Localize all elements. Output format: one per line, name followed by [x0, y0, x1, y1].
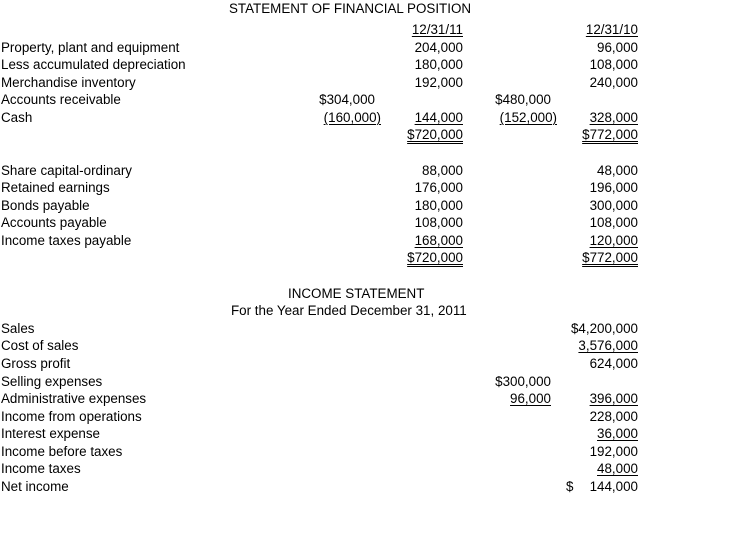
sfp-equity-label: Retained earnings — [1, 180, 110, 195]
sfp-asset-label: Merchandise inventory — [1, 75, 136, 90]
sfp-title: STATEMENT OF FINANCIAL POSITION — [229, 1, 472, 16]
sfp-equity-label: Accounts payable — [1, 215, 107, 230]
sfp-equity-2011: 176,000 — [414, 180, 463, 195]
sfp-equity-total-2010: $772,000 — [582, 250, 638, 265]
sfp-asset-sub-2011: (160,000) — [323, 110, 381, 125]
is-col2-value: 144,000 — [589, 479, 638, 494]
sfp-asset-2011: 144,000 — [414, 110, 463, 125]
sfp-equity-2011: 108,000 — [414, 215, 463, 230]
sfp-asset-label: Accounts receivable — [1, 92, 121, 107]
is-row-label: Net income — [1, 479, 69, 494]
sfp-asset-sub-2010: $480,000 — [495, 92, 551, 107]
is-row-label: Gross profit — [1, 356, 71, 371]
is-col1-value: $300,000 — [495, 374, 551, 389]
sfp-equity-label: Income taxes payable — [1, 233, 132, 248]
sfp-asset-label: Property, plant and equipment — [1, 40, 180, 55]
sfp-equity-2010: 48,000 — [597, 163, 638, 178]
is-subtitle: For the Year Ended December 31, 2011 — [231, 303, 467, 318]
is-col2-value: 396,000 — [589, 391, 638, 406]
sfp-asset-label: Cash — [1, 110, 33, 125]
sfp-equity-2011: 168,000 — [414, 233, 463, 248]
sfp-asset-sub-2011: $304,000 — [319, 92, 375, 107]
sfp-asset-2010: 108,000 — [589, 57, 638, 72]
sfp-asset-2011: 204,000 — [414, 40, 463, 55]
is-title: INCOME STATEMENT — [288, 286, 425, 301]
is-row-label: Interest expense — [1, 426, 101, 441]
sfp-header-2010: 12/31/10 — [585, 22, 638, 37]
is-row-label: Administrative expenses — [1, 391, 147, 406]
is-row-label: Selling expenses — [1, 374, 103, 389]
is-col2-value: 3,576,000 — [578, 338, 638, 353]
sfp-asset-label: Less accumulated depreciation — [1, 57, 186, 72]
is-col2-value: $4,200,000 — [570, 321, 638, 336]
is-col2-value: 192,000 — [589, 444, 638, 459]
is-row-label: Income taxes — [1, 461, 81, 476]
sfp-equity-total-2011: $720,000 — [407, 250, 463, 265]
sfp-asset-total-2011: $720,000 — [407, 127, 463, 142]
is-row-label: Cost of sales — [1, 338, 79, 353]
sfp-header-2011: 12/31/11 — [411, 22, 463, 37]
sfp-asset-total-2010: $772,000 — [582, 127, 638, 142]
is-row-label: Income from operations — [1, 409, 142, 424]
sfp-asset-sub-2010: (152,000) — [499, 110, 557, 125]
is-col1-value: 96,000 — [510, 391, 551, 406]
is-col2-value: 48,000 — [597, 461, 638, 476]
is-col2-value: 228,000 — [589, 409, 638, 424]
sfp-equity-2010: 108,000 — [589, 215, 638, 230]
sfp-asset-2011: 192,000 — [414, 75, 463, 90]
sfp-asset-2010: 240,000 — [589, 75, 638, 90]
is-row-label: Sales — [1, 321, 35, 336]
sfp-equity-2010: 300,000 — [589, 198, 638, 213]
is-col2-value: 624,000 — [589, 356, 638, 371]
sfp-asset-2010: 96,000 — [597, 40, 638, 55]
sfp-equity-2010: 196,000 — [589, 180, 638, 195]
sfp-asset-2010: 328,000 — [589, 110, 638, 125]
sfp-equity-label: Share capital-ordinary — [1, 163, 132, 178]
sfp-asset-2011: 180,000 — [414, 57, 463, 72]
sfp-equity-label: Bonds payable — [1, 198, 90, 213]
is-col2-value: 36,000 — [597, 426, 638, 441]
is-net-dollar-sign: $ — [566, 479, 574, 494]
sfp-equity-2011: 180,000 — [414, 198, 463, 213]
is-row-label: Income before taxes — [1, 444, 123, 459]
sfp-equity-2011: 88,000 — [422, 163, 463, 178]
sfp-equity-2010: 120,000 — [589, 233, 638, 248]
